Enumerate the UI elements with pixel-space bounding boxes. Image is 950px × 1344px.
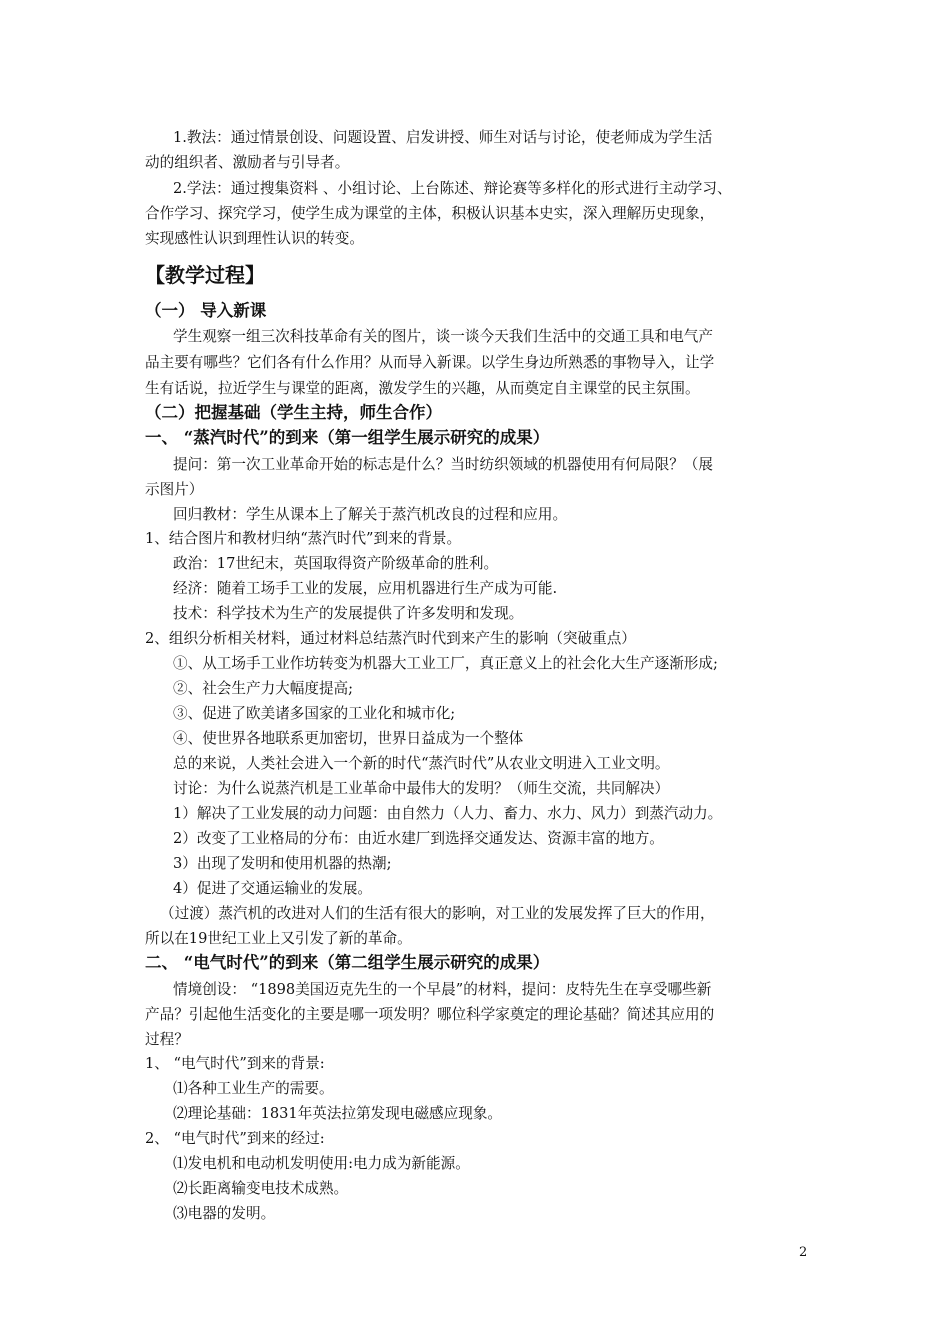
steam-background-economy: 经济：随着工场手工业的发展，应用机器进行生产成为可能.: [173, 580, 558, 597]
steam-summary: 总的来说，人类社会进入一个新的时代“蒸汽时代”从农业文明进入工业文明。: [173, 755, 670, 772]
steam-impact-item-2: ②、社会生产力大幅度提高;: [173, 680, 354, 697]
steam-discussion-point-4: 4）促进了交通运输业的发展。: [173, 880, 373, 897]
learning-method-line-3: 实现感性认识到理性认识的转变。: [145, 230, 364, 247]
transition-line-1: （过渡）蒸汽机的改进对人们的生活有很大的影响，对工业的发展发挥了巨大的作用，: [160, 905, 715, 922]
steam-discussion-point-2: 2）改变了工业格局的分布：由近水建厂到选择交通发达、资源丰富的地方。: [173, 830, 664, 847]
steam-textbook-line: 回归教材：学生从课本上了解关于蒸汽机改良的过程和应用。: [173, 506, 568, 523]
page-number: 2: [799, 1245, 808, 1260]
electric-course-item-3: ⑶电器的发明。: [173, 1205, 276, 1222]
basics-heading: （二）把握基础（学生主持，师生合作）: [145, 403, 442, 422]
steam-discussion-question: 讨论：为什么说蒸汽机是工业革命中最伟大的发明？（师生交流，共同解决）: [173, 780, 670, 797]
steam-impact-item-3: ③、促进了欧美诸多国家的工业化和城市化;: [173, 705, 456, 722]
steam-question-line-2: 示图片）: [145, 481, 204, 498]
intro-paragraph-line-1: 学生观察一组三次科技革命有关的图片，谈一谈今天我们生活中的交通工具和电气产: [173, 328, 713, 345]
transition-line-2: 所以在19世纪工业上又引发了新的革命。: [145, 930, 412, 947]
electric-course-item-2: ⑵长距离输变电技术成熟。: [173, 1180, 349, 1197]
steam-discussion-point-3: 3）出现了发明和使用机器的热潮;: [173, 855, 392, 872]
learning-method-line-2: 合作学习、探究学习，使学生成为课堂的主体，积极认识基本史实，深入理解历史现象，: [145, 205, 715, 222]
electric-scene-line-2: 产品？引起他生活变化的主要是哪一项发明？哪位科学家奠定的理论基础？简述其应用的: [145, 1006, 715, 1023]
electric-scene-line-3: 过程？: [145, 1031, 189, 1048]
teaching-method-line-2: 动的组织者、激励者与引导者。: [145, 154, 350, 171]
steam-age-heading: 一、 “蒸汽时代”的到来（第一组学生展示研究的成果）: [145, 428, 550, 447]
electric-scene-line-1: 情境创设： “1898美国迈克先生的一个早晨”的材料，提问：皮特先生在享受哪些新: [173, 981, 712, 998]
steam-background-politics: 政治：17世纪末，英国取得资产阶级革命的胜利。: [173, 555, 499, 572]
steam-impact-title: 2、组织分析相关材料，通过材料总结蒸汽时代到来产生的影响（突破重点）: [145, 630, 636, 647]
electric-course-title: 2、 “电气时代”到来的经过:: [145, 1130, 325, 1147]
steam-impact-item-1: ①、从工场手工业作坊转变为机器大工业工厂，真正意义上的社会化大生产逐渐形成;: [173, 655, 718, 672]
intro-heading: （一） 导入新课: [145, 301, 267, 320]
steam-discussion-point-1: 1）解决了工业发展的动力问题：由自然力（人力、畜力、水力、风力）到蒸汽动力。: [173, 805, 723, 822]
learning-method-line-1: 2.学法：通过搜集资料 、小组讨论、上台陈述、辩论赛等多样化的形式进行主动学习、: [173, 180, 732, 197]
steam-question-line-1: 提问：第一次工业革命开始的标志是什么？当时纺织领域的机器使用有何局限？（展: [173, 456, 713, 473]
intro-paragraph-line-3: 生有话说，拉近学生与课堂的距离，激发学生的兴趣，从而奠定自主课堂的民主氛围。: [145, 380, 700, 397]
electric-course-item-1: ⑴发电机和电动机发明使用:电力成为新能源。: [173, 1155, 470, 1172]
steam-impact-item-4: ④、使世界各地联系更加密切，世界日益成为一个整体: [173, 730, 524, 747]
steam-background-title: 1、结合图片和教材归纳“蒸汽时代”到来的背景。: [145, 530, 462, 547]
steam-background-technology: 技术：科学技术为生产的发展提供了许多发明和发现。: [173, 605, 524, 622]
electric-background-item-2: ⑵理论基础：1831年英法拉第发现电磁感应现象。: [173, 1105, 503, 1122]
electric-background-item-1: ⑴各种工业生产的需要。: [173, 1080, 334, 1097]
teaching-method-line-1: 1.教法：通过情景创设、问题设置、启发讲授、师生对话与讨论，使老师成为学生活: [173, 129, 713, 146]
intro-paragraph-line-2: 品主要有哪些？它们各有什么作用？从而导入新课。以学生身边所熟悉的事物导入，让学: [145, 354, 715, 371]
electric-age-heading: 二、 “电气时代”的到来（第二组学生展示研究的成果）: [145, 953, 550, 972]
electric-background-title: 1、 “电气时代”到来的背景:: [145, 1055, 325, 1072]
section-heading-teaching-process: 【教学过程】: [145, 263, 265, 287]
